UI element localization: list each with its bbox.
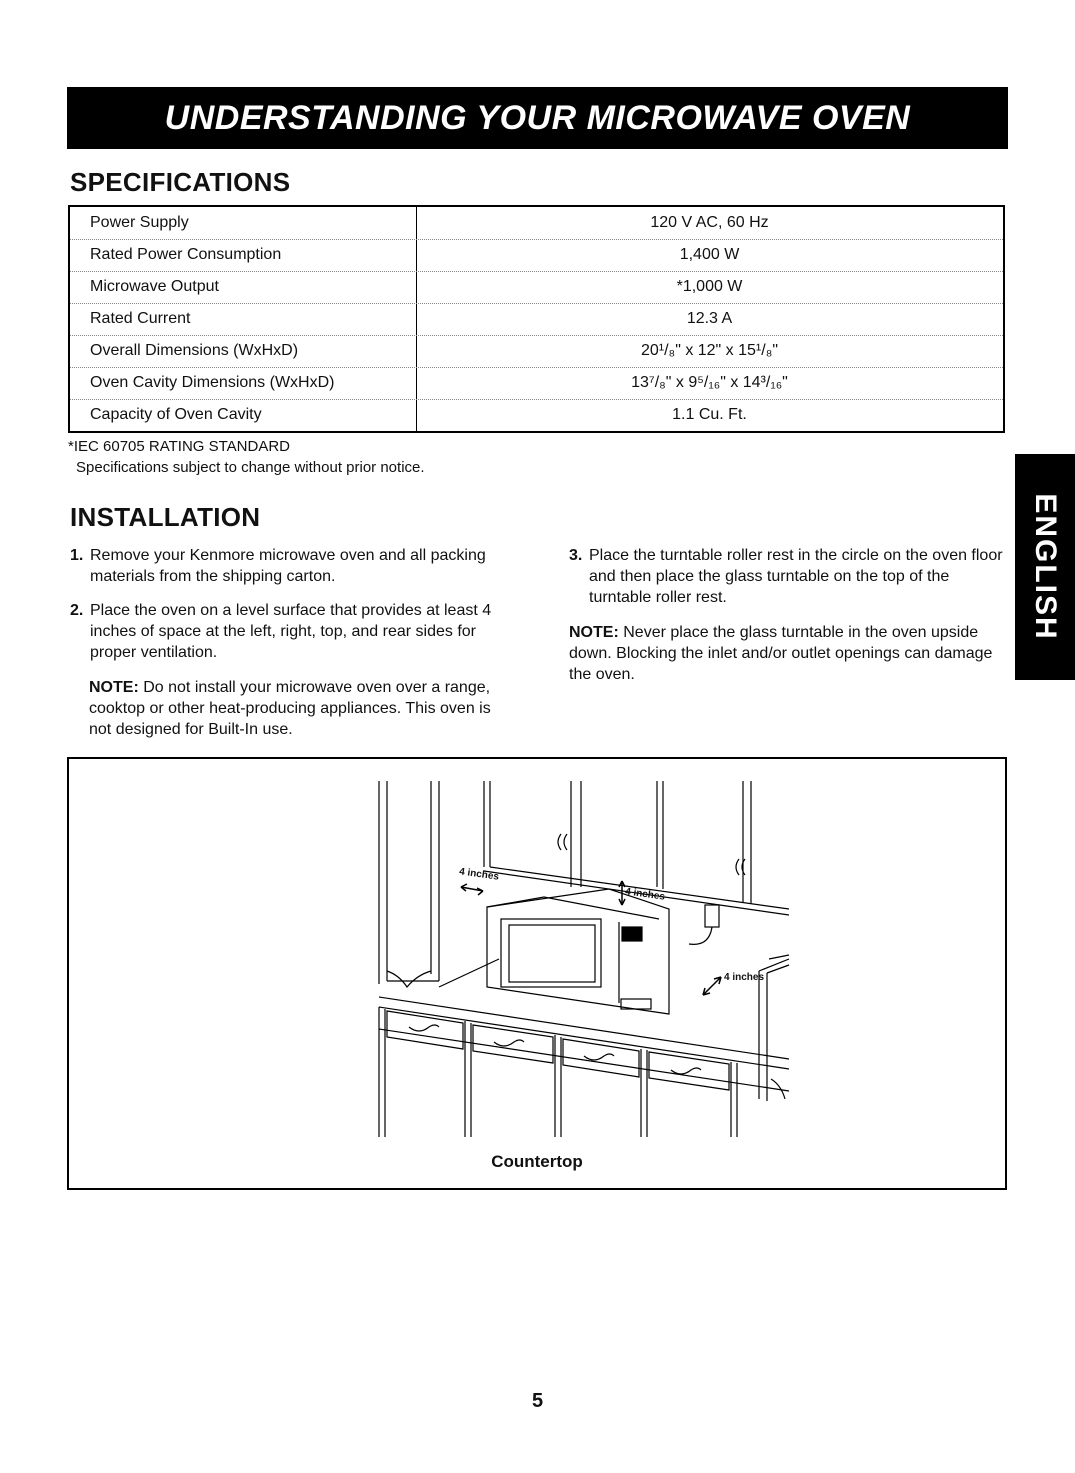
install-step (70, 600, 510, 663)
left-cabinet (379, 781, 439, 987)
install-note-2 (569, 622, 999, 685)
table-row (70, 335, 1003, 368)
page-title: UNDERSTANDING YOUR MICROWAVE OVEN (164, 98, 911, 137)
step-text: Place the turntable roller rest in the circle on the oven floor and then place the glass turntable on the top of the turntable roller rest. (589, 547, 1003, 606)
table-row (70, 239, 1003, 272)
step-text: Remove your Kenmore microwave oven and all packing materials from the shipping carton. (90, 547, 486, 585)
spec-label: Oven Cavity Dimensions (WxHxD) (90, 374, 335, 391)
spec-notice: Specifications subject to change without prior notice. (76, 459, 425, 476)
spec-value: 120 V AC, 60 Hz (650, 214, 769, 231)
step-number: 2. (70, 602, 84, 619)
language-tab (1015, 454, 1075, 680)
spec-label: Capacity of Oven Cavity (90, 406, 262, 423)
note-label: NOTE: (569, 624, 619, 641)
installation-figure (67, 757, 1007, 1190)
installation-heading: INSTALLATION (70, 502, 261, 532)
clearance-label-top: 4 inches (624, 886, 666, 903)
language-tab-label: ENGLISH (1029, 493, 1062, 641)
specifications-table (68, 205, 1005, 433)
clearance-arrows (461, 881, 721, 995)
spec-label: Overall Dimensions (WxHxD) (90, 342, 299, 359)
spec-value: 13⁷/₈" x 9⁵/₁₆" x 14³/₁₆" (631, 374, 788, 391)
step-text: Place the oven on a level surface that provides at least 4 inches of space at the left, right, top, and rear sides for proper ventilation. (90, 602, 492, 661)
spec-label: Microwave Output (90, 278, 219, 295)
step-number: 1. (70, 547, 84, 564)
wall-outlet (689, 905, 719, 944)
table-row (70, 399, 1003, 431)
table-row (70, 207, 1003, 240)
install-step (569, 545, 1009, 608)
lower-cabinets (379, 1007, 789, 1137)
page-number: 5 (531, 1390, 544, 1412)
spec-label: Power Supply (90, 214, 189, 231)
figure-caption: Countertop (491, 1152, 583, 1171)
spec-value: 20¹/₈" x 12" x 15¹/₈" (640, 342, 779, 359)
spec-value: 1,400 W (679, 246, 740, 263)
note-text: Do not install your microwave oven over a range, cooktop or other heat-producing appliances. This oven is not designed for Built-In use. (89, 679, 491, 738)
table-row (70, 303, 1003, 336)
table-row (70, 367, 1003, 400)
specifications-heading: SPECIFICATIONS (70, 167, 291, 197)
note-label: NOTE: (89, 679, 139, 696)
spec-label: Rated Power Consumption (90, 246, 282, 263)
spec-label: Rated Current (90, 310, 191, 327)
kitchen-illustration (69, 759, 1005, 1188)
table-row (70, 271, 1003, 304)
clearance-label-right: 4 inches (724, 972, 765, 983)
spec-value: *1,000 W (676, 278, 743, 295)
spec-value: 12.3 A (686, 310, 733, 327)
spec-value: 1.1 Cu. Ft. (672, 406, 747, 423)
page-banner (67, 87, 1008, 149)
clearance-label-left: 4 inches (458, 866, 500, 883)
install-step (70, 545, 510, 587)
note-text: Never place the glass turntable in the oven upside down. Blocking the inlet and/or outlet openings can damage the oven. (569, 624, 993, 683)
microwave-oven (487, 889, 669, 1014)
install-note-1 (89, 677, 509, 740)
rating-footnote: *IEC 60705 RATING STANDARD (68, 438, 291, 455)
step-number: 3. (569, 547, 583, 564)
